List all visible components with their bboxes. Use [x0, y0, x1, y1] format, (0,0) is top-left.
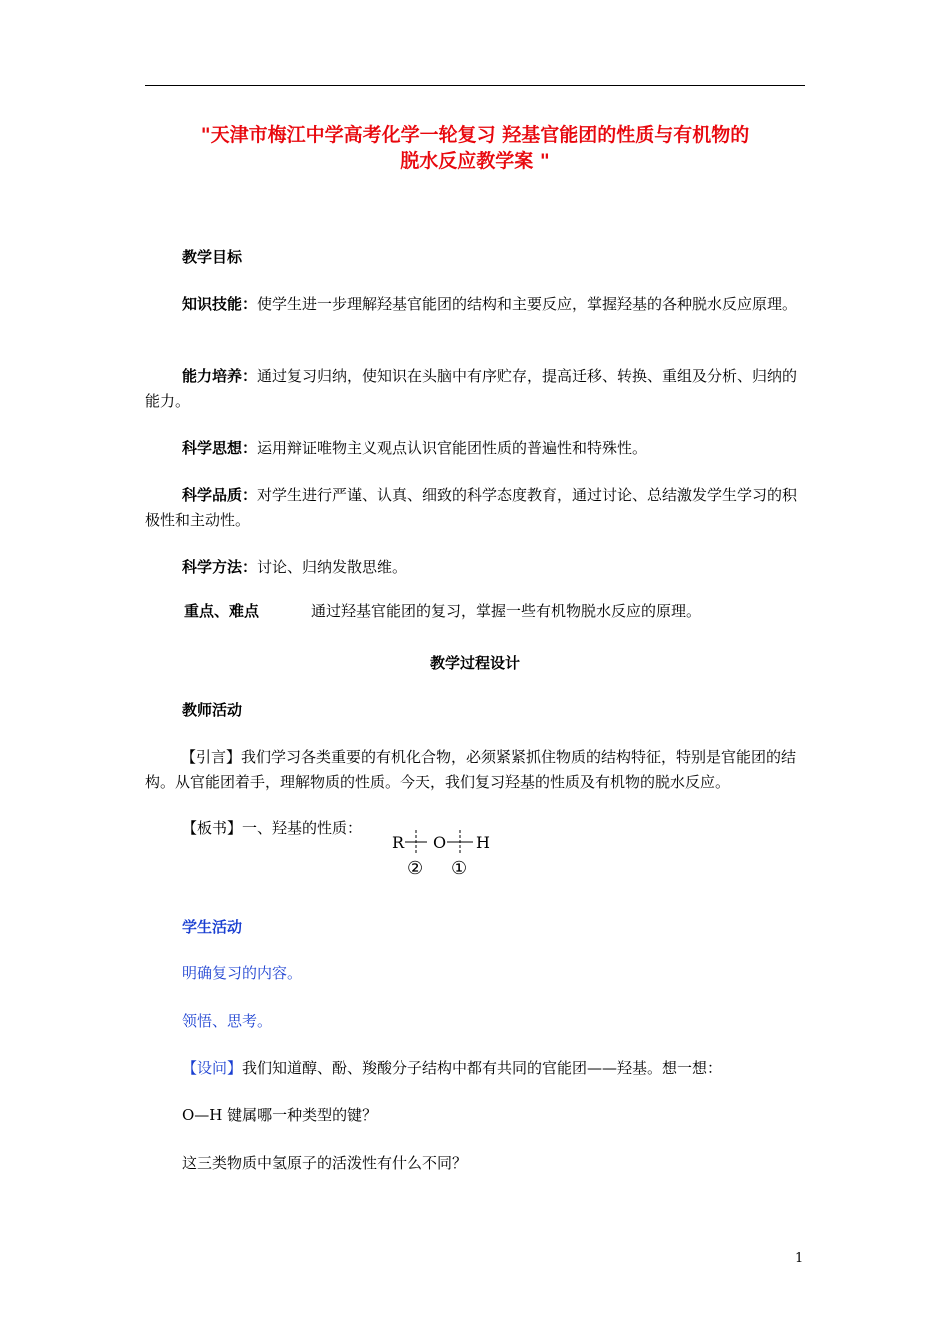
- objective-ability: [145, 364, 809, 414]
- objective-thought-label: 科学思想：: [182, 439, 258, 457]
- teacher-activity-heading: 教师活动: [182, 701, 243, 719]
- header-rule: [145, 85, 805, 86]
- objective-quality-label: 科学品质：: [182, 486, 258, 504]
- objective-knowledge: [145, 292, 809, 317]
- atom-r: R: [392, 833, 405, 852]
- bond-1-label: ①: [451, 858, 468, 879]
- atom-h: H: [476, 833, 490, 852]
- process-heading: 教学过程设计: [429, 654, 520, 672]
- page-number: 1: [795, 1251, 804, 1266]
- objective-method-text: 讨论、归纳发散思维。: [257, 558, 408, 576]
- board-line: [182, 817, 362, 838]
- atom-o: O: [433, 833, 447, 852]
- intro-text: 我们学习各类重要的有机化合物，必须紧紧抓住物质的结构特征，特别是官能团的结构。从官能团着手，理解物质的性质。今天，我们复习羟基的性质及有机物的脱水反应。: [145, 748, 797, 791]
- intro-tag: 【引言】: [181, 748, 242, 766]
- question-item-1: O—H 键属哪一种类型的键？: [182, 1106, 378, 1124]
- student-activity-2: 领悟、思考。: [182, 1012, 273, 1030]
- question-text: 我们知道醇、酚、羧酸分子结构中都有共同的官能团——羟基。想一想：: [242, 1059, 723, 1077]
- student-activity-heading: 学生活动: [182, 918, 243, 936]
- question-line: [182, 1057, 722, 1078]
- objective-ability-text: 通过复习归纳，使知识在头脑中有序贮存，提高迁移、转换、重组及分析、归纳的能力。: [145, 367, 798, 410]
- objective-knowledge-text: 使学生进一步理解羟基官能团的结构和主要反应，掌握羟基的各种脱水反应原理。: [257, 295, 798, 313]
- objective-quality-text: 对学生进行严谨、认真、细致的科学态度教育，通过讨论、总结激发学生学习的积极性和主动性。: [145, 486, 798, 529]
- student-activity-1: 明确复习的内容。: [182, 964, 303, 982]
- question-tag: 【设问】: [182, 1059, 243, 1077]
- objective-thought-text: 运用辩证唯物主义观点认识官能团性质的普遍性和特殊性。: [257, 439, 648, 457]
- objectives-heading: 教学目标: [182, 248, 243, 266]
- key-points-text: 通过羟基官能团的复习，掌握一些有机物脱水反应的原理。: [311, 602, 702, 620]
- objective-thought: [145, 436, 809, 461]
- board-tag: 【板书】: [182, 819, 243, 837]
- objective-method-label: 科学方法：: [182, 558, 258, 576]
- hydroxyl-structure-diagram: [388, 826, 498, 882]
- objective-quality: [145, 483, 809, 533]
- board-text: 一、羟基的性质：: [242, 819, 363, 837]
- key-points-label: 重点、难点: [184, 602, 260, 620]
- intro-paragraph: [145, 745, 809, 795]
- objective-ability-label: 能力培养：: [182, 367, 258, 385]
- bond-2-label: ②: [407, 858, 424, 879]
- objective-method: [145, 555, 809, 580]
- question-item-2: 这三类物质中氢原子的活泼性有什么不同？: [182, 1154, 468, 1172]
- objective-knowledge-label: 知识技能：: [182, 295, 258, 313]
- document-title-line-1: "天津市梅江中学高考化学一轮复习 羟基官能团的性质与有机物的: [200, 124, 750, 146]
- document-title-line-2: 脱水反应教学案 ": [400, 150, 550, 172]
